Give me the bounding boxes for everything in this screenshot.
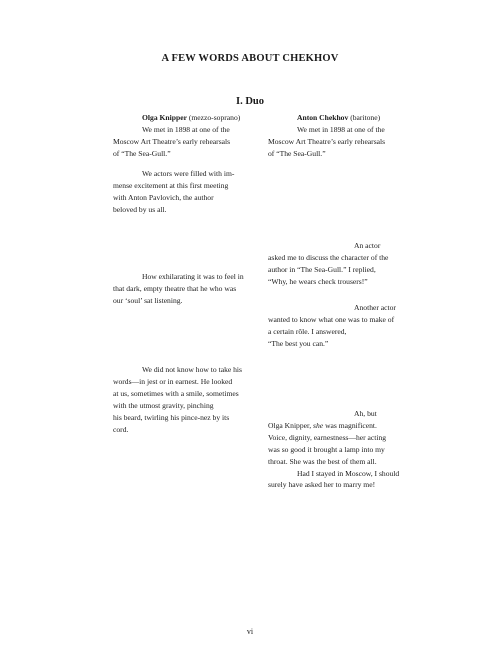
text-line: that dark, empty theatre that he who was [113,283,237,293]
text-line: Another actor [354,303,396,312]
text-line: throat. She was the best of them all. [268,456,377,466]
text-line: Moscow Art Theatre’s early rehearsals [113,136,231,146]
text-line: Olga Knipper, she was magnificent. [268,420,377,430]
text-line: We met in 1898 at one of the [297,124,385,134]
text-line: surely have asked her to marry me! [268,480,376,490]
text-line: cord. [113,424,129,434]
left-paragraph-4 [113,364,248,435]
text-line: How exhilarating it was to feel in [142,272,244,281]
text-line: beloved by us all. [113,204,167,214]
right-paragraph-2 [268,240,398,288]
page-number: vi [246,627,254,636]
right-speaker-name: Anton Chekhov [297,113,349,122]
text-line: with Anton Pavlovich, the author [113,192,214,202]
text-line: wanted to know what one was to make of [268,314,395,324]
left-paragraph-3 [113,271,248,307]
text-line: We actors were filled with im- [142,169,235,178]
text-line: We met in 1898 at one of the [142,124,230,134]
text-line: his beard, twirling his pince-nez by its [113,412,230,422]
left-paragraph-1 [113,124,248,160]
left-paragraph-2 [113,168,248,216]
text-line: was so good it brought a lamp into my [268,444,385,454]
text-line: “Why, he wears check trousers!” [268,276,368,286]
text-line: Moscow Art Theatre’s early rehearsals [268,136,386,146]
text-line: Ah, but [354,409,377,418]
text-line: of “The Sea-Gull.” [113,148,171,158]
right-paragraph-4 [268,408,398,468]
page-title: A FEW WORDS ABOUT CHEKHOV [161,53,339,64]
left-speaker-name: Olga Knipper [142,113,187,122]
text-line: of “The Sea-Gull.” [268,148,326,158]
text-line: We did not know how to take his [142,365,242,374]
left-speaker-voice: (mezzo-soprano) [188,113,241,122]
right-paragraph-1 [268,124,398,160]
left-column [113,112,248,512]
section-subtitle: I. Duo [235,96,264,107]
text-line: at us, sometimes with a smile, sometimes [113,388,239,398]
right-paragraph-3 [268,302,398,350]
text-line: mense excitement at this first meeting [113,180,229,190]
text-line: asked me to discuss the character of the [268,252,389,262]
left-speaker-heading [113,112,248,124]
text-line: our ‘soul’ sat listening. [113,295,183,305]
right-paragraph-5 [268,468,398,492]
text-line: a certain rôle. I answered, [268,326,347,336]
text-line: “The best you can.” [268,338,329,348]
text-line: author in “The Sea-Gull.” I replied, [268,264,376,274]
text-line: Voice, dignity, earnestness—her acting [268,432,387,442]
text-line: words—in jest or in earnest. He looked [113,376,233,386]
right-speaker-heading [268,112,398,124]
right-speaker-voice: (baritone) [350,113,381,122]
text-line: with the utmost gravity, pinching [113,400,214,410]
text-line: Had I stayed in Moscow, I should [297,468,400,478]
emphasis-she: she [313,420,324,430]
right-column [268,112,398,512]
text-line: An actor [354,241,381,250]
